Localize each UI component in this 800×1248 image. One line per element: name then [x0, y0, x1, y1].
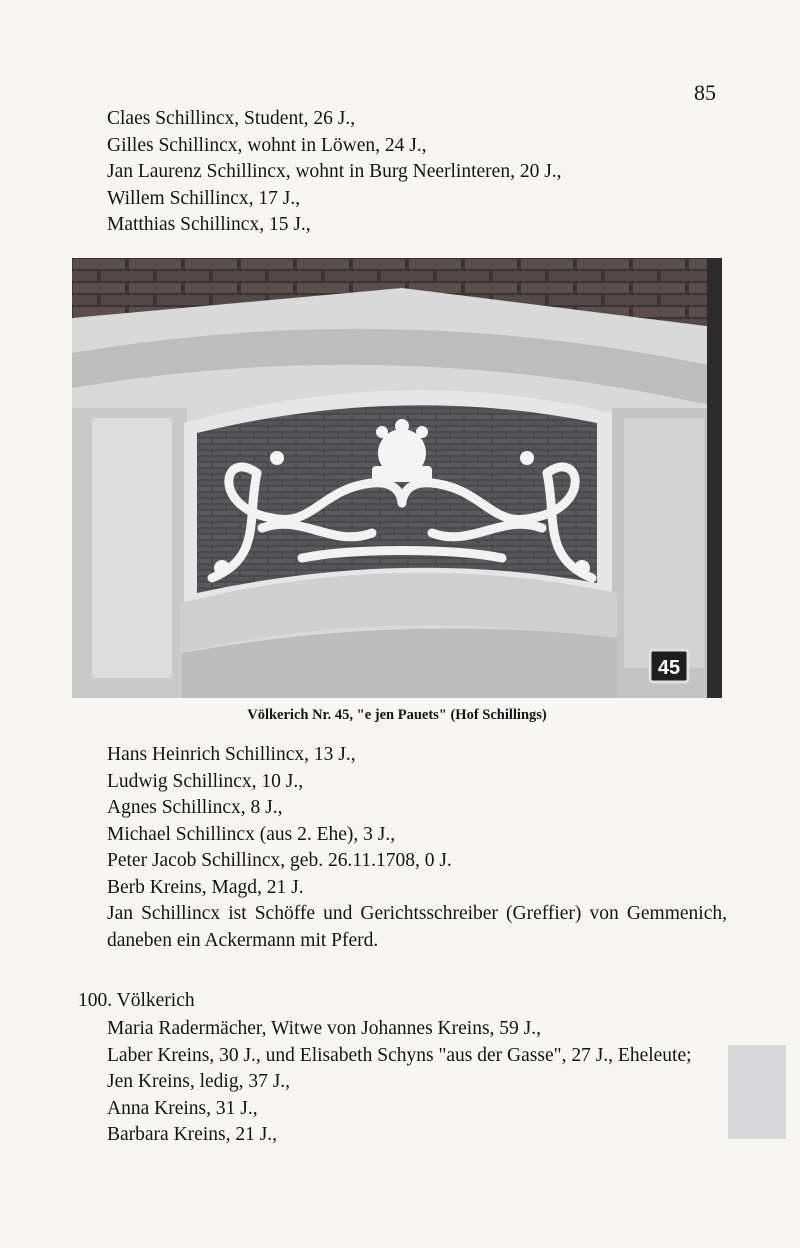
photo-caption: Völkerich Nr. 45, "e jen Pauets" (Hof Schillings): [247, 707, 547, 723]
list-item: Maria Radermächer, Witwe von Johannes Kreins, 59 J.,: [107, 1018, 541, 1039]
doorway-photo: [72, 258, 722, 698]
list-item: Claes Schillincx, Student, 26 J.,: [107, 108, 356, 129]
paragraph: Jan Schillincx ist Schöffe und Gerichtsschreiber (Greffier) von Gemmenich, daneben ein Ackermann mit Pferd.: [107, 903, 727, 951]
page-number: 85: [694, 80, 716, 105]
list-item: Gilles Schillincx, wohnt in Löwen, 24 J.,: [107, 134, 427, 156]
list-item: Jen Kreins, ledig, 37 J.,: [107, 1071, 291, 1092]
list-item: Barbara Kreins, 21 J.,: [107, 1124, 278, 1145]
entry-heading: 100. Völkerich: [78, 990, 195, 1011]
family-list-top: [107, 106, 562, 239]
list-item: Agnes Schillincx, 8 J.,: [107, 797, 283, 818]
doorway-photo-illustration: [72, 258, 722, 698]
list-item: Hans Heinrich Schillincx, 13 J.,: [107, 744, 356, 765]
family-list-bottom: [107, 742, 727, 954]
list-item: Willem Schillincx, 17 J.,: [107, 187, 301, 209]
house-number-plate: 45: [657, 657, 681, 679]
entry-100-list: [107, 1016, 727, 1149]
list-item: Jan Laurenz Schillincx, wohnt in Burg Neerlinteren, 20 J.,: [107, 161, 562, 182]
list-item: Laber Kreins, 30 J., und Elisabeth Schyns "aus der Gasse", 27 J., Eheleute;: [107, 1044, 692, 1066]
list-item: Anna Kreins, 31 J.,: [107, 1097, 258, 1119]
list-item: Peter Jacob Schillincx, geb. 26.11.1708, 0 J.: [107, 850, 452, 871]
page-edge-shadow: [728, 1045, 786, 1139]
list-item: Berb Kreins, Magd, 21 J.: [107, 876, 304, 898]
list-item: Michael Schillincx (aus 2. Ehe), 3 J.,: [107, 823, 396, 845]
list-item: Ludwig Schillincx, 10 J.,: [107, 770, 304, 792]
list-item: Matthias Schillincx, 15 J.,: [107, 214, 311, 235]
